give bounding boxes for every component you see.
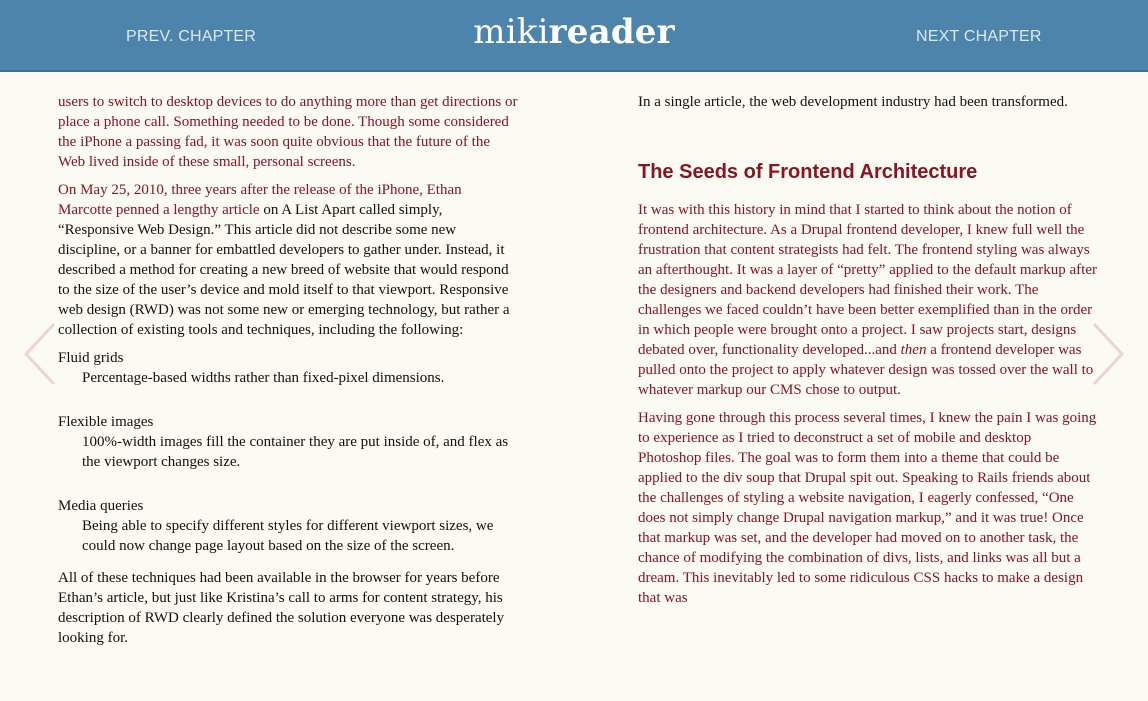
paragraph-text: on A List Apart called simply, “Responsive Web Design.” This article did not describe some new discipline, or a banner for embattled developers to gather under. Instead, it described a method for creating a new breed of website that would respond to the size of the user’s device and mold itself to that viewport. Responsive web design (RWD) was not some new or emerging technology, but rather a collection of existing tools and techniques, including the following:: [58, 202, 510, 338]
paragraph: [638, 200, 1098, 400]
article-link[interactable]: On May 25, 2010, three years after the release of the iPhone, Ethan Marcotte penned a lengthy article: [58, 182, 462, 218]
definition-description: 100%-width images fill the container they are put inside of, and flex as the viewport changes size.: [82, 434, 509, 470]
definition-term: Fluid grids: [58, 350, 124, 366]
paragraph-text: a frontend developer was pulled onto the project to apply whatever design was tossed over the wall to whatever markup our CMS chose to output.: [638, 342, 1094, 398]
emphasis-text: then: [900, 342, 927, 358]
definition-term: Media queries: [58, 498, 144, 514]
paragraph-text: It was with this history in mind that I started to think about the notion of frontend architecture. As a Drupal frontend developer, I knew full well the frustration that content strategists had felt. The frontend styling was always an afterthought. It was a layer of “pretty” applied to the default markup after the designers and backend developers had finished their work. The challenges we faced couldn’t have been better exemplified than in the order in which people were brought onto a project. I saw projects start, designs debated over, functionality developed...and: [638, 202, 1097, 358]
prev-page-arrow[interactable]: [22, 320, 58, 388]
definition-description: Percentage-based widths rather than fixed-pixel dimensions.: [82, 370, 445, 386]
top-nav-bar: [0, 0, 1148, 72]
brand-part-1: miki: [473, 12, 549, 52]
paragraph: users to switch to desktop devices to do anything more than get directions or place a phone call. Something needed to be done. Though some considered the iPhone a passing fad, it was soon quite obvious that the future of the Web lived inside of these small, personal screens.: [58, 94, 518, 170]
left-page-column: [58, 92, 518, 656]
next-chapter-link[interactable]: NEXT CHAPTER: [916, 28, 1042, 45]
definition-list: [58, 348, 518, 556]
section-heading: The Seeds of Frontend Architecture: [638, 161, 978, 183]
paragraph: In a single article, the web development industry had been transformed.: [638, 94, 1068, 110]
paragraph: [58, 180, 518, 340]
prev-chapter-link[interactable]: PREV. CHAPTER: [126, 28, 257, 45]
brand-part-2: reader: [548, 12, 675, 52]
paragraph: All of these techniques had been available in the browser for years before Ethan’s article, but just like Kristina’s call to arms for content strategy, his description of RWD clearly defined the solution everyone was desperately looking for.: [58, 570, 505, 646]
definition-description: Being able to specify different styles for different viewport sizes, we could now change page layout based on the size of the screen.: [82, 518, 494, 554]
chevron-left-icon: [22, 320, 58, 388]
right-page-column: [638, 92, 1098, 616]
definition-term: Flexible images: [58, 414, 154, 430]
paragraph: Having gone through this process several times, I knew the pain I was going to experience as I tried to deconstruct a set of mobile and desktop Photoshop files. The goal was to form them into a theme that could be applied to the div soup that Drupal spit out. Speaking to Rails friends about the challenges of styling a website navigation, I eagerly confessed, “One does not simply change Drupal navigation markup,” and it was true! Once that markup was set, and the developer had moved on to another task, the chance of modifying the combination of divs, lists, and links was all but a dream. This inevitably led to some ridiculous CSS hacks to make a design that was: [638, 410, 1097, 606]
